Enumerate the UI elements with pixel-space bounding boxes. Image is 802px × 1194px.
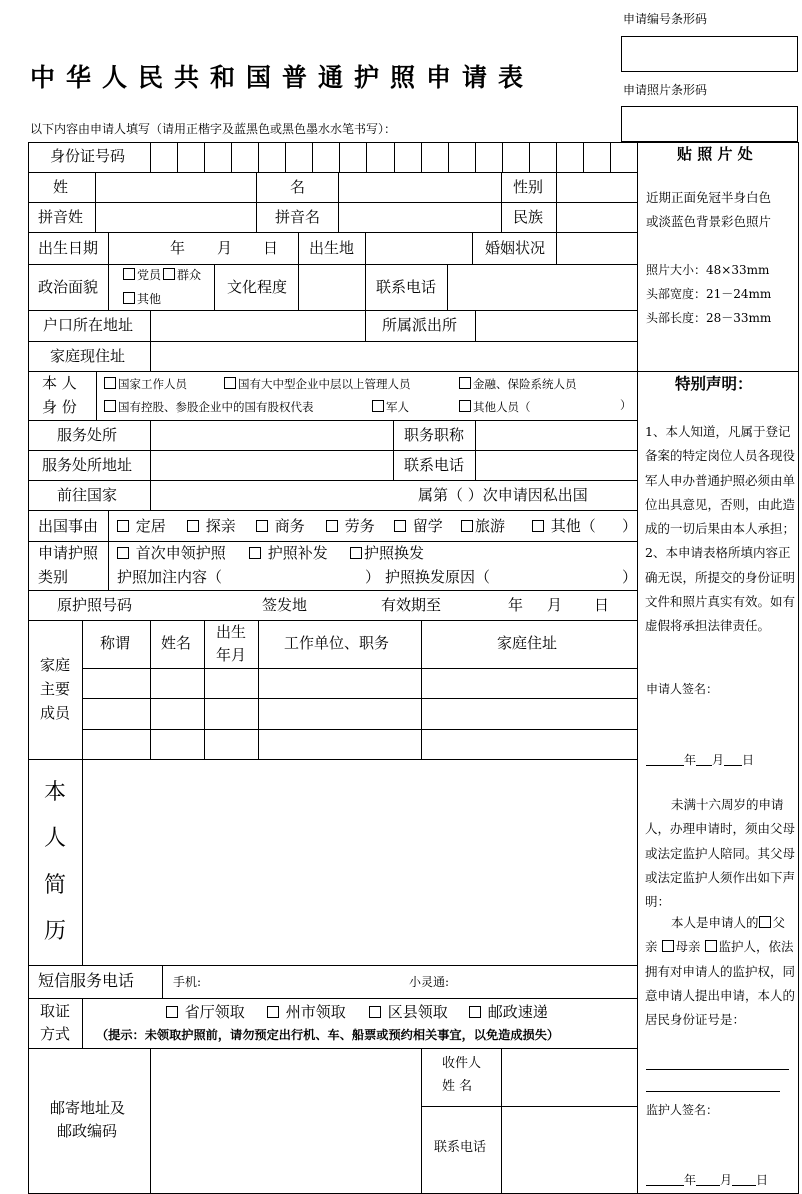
identity-opt-military[interactable]: 军人: [372, 400, 409, 414]
checkbox-icon: [532, 520, 544, 532]
education-label: 文化程度: [227, 278, 288, 296]
nth-application: 属第（ ）次申请因私出国: [418, 486, 588, 504]
pickup-opt-province[interactable]: 省厅领取: [166, 1005, 245, 1020]
phone-field[interactable]: [448, 265, 636, 309]
checkbox-icon: [104, 400, 116, 412]
workplace-label: 服务处所: [57, 426, 118, 444]
birth-year-label: 年: [170, 239, 186, 257]
guardian-sign-label: 监护人签名：: [646, 1103, 719, 1117]
workplace-address-field[interactable]: [151, 451, 393, 479]
category-opt-first[interactable]: 首次申领护照: [117, 546, 226, 561]
category-label-2: 类别: [38, 568, 69, 586]
birthplace-label: 出生地: [309, 239, 355, 257]
resume-label-1: 本: [44, 780, 67, 805]
applicant-sign-label: 申请人签名：: [646, 682, 719, 696]
pinyin-surname-field[interactable]: [96, 203, 256, 231]
head-length: 头部长度：28－33mm: [646, 311, 772, 325]
purpose-opt-settle[interactable]: 定居: [117, 519, 166, 534]
given-name-label: 名: [290, 178, 306, 196]
household-label: 户口所在地址: [43, 316, 134, 334]
issue-place-label: 签发地: [262, 596, 308, 614]
checkbox-icon: [372, 400, 384, 412]
sms-label: 短信服务电话: [38, 971, 135, 990]
pickup-tip: （提示：未领取护照前，请勿预定出行机、车、船票或预约相关事宜，以免造成损失）: [96, 1028, 560, 1042]
checkbox-icon: [469, 1006, 481, 1018]
identity-opt-finance[interactable]: 金融、保险系统人员: [459, 377, 577, 391]
workplace-field[interactable]: [151, 421, 393, 449]
purpose-close-paren: ）: [622, 517, 638, 535]
political-opt-other[interactable]: 其他: [123, 292, 161, 305]
family-col-birth-1: 出生: [216, 623, 247, 641]
political-opt-masses[interactable]: 群众: [163, 268, 201, 281]
marital-field[interactable]: [557, 233, 636, 263]
category-opt-reissue[interactable]: 护照补发: [249, 546, 328, 561]
declaration-title: 特别声明：: [675, 375, 753, 393]
mailing-label-2: 邮政编码: [57, 1122, 118, 1140]
endorsement-label: 护照加注内容（: [117, 568, 223, 586]
renewal-close-paren: ）: [622, 568, 638, 586]
checkbox-icon: [350, 547, 362, 559]
recipient-name-field[interactable]: [502, 1049, 636, 1105]
political-opt-member[interactable]: 党员: [123, 268, 161, 281]
job-title-label: 职务职称: [404, 426, 465, 444]
id-cell-divider: [177, 142, 178, 172]
checkbox-icon: [166, 1006, 178, 1018]
identity-opt-civil-servant[interactable]: 国家工作人员: [104, 377, 187, 391]
pinyin-surname-label: 拼音姓: [38, 208, 84, 226]
page-title: 中华人民共和国普通护照申请表: [30, 63, 535, 92]
id-number-label: 身份证号码: [50, 147, 126, 165]
guardian-declaration: 本人是申请人的 父亲 母亲 监护人，依法拥有对申请人的监护权，同意申请人提出申请，本人的居民身份证号是：: [645, 915, 796, 1028]
purpose-opt-visit[interactable]: 探亲: [187, 519, 236, 534]
marital-label: 婚姻状况: [485, 239, 546, 257]
declaration-text: 1、本人知道，凡属于登记备案的特定岗位人员各现役军人申办普通护照必须由单位出具意见，否则，由此造成的一切后果由本人承担；2、本申请表格所填内容正确无误，所提交的身份证明文件和照片真实有效。如有虚假将承担法律责任。: [645, 424, 796, 634]
valid-day-label: 日: [594, 596, 610, 614]
political-label: 政治面貌: [38, 278, 99, 296]
table-row[interactable]: [83, 699, 636, 728]
police-station-label: 所属派出所: [382, 316, 458, 334]
id-cell-divider: [366, 142, 367, 172]
guardian-sign-date[interactable]: 年 月 日: [646, 1172, 768, 1186]
checkbox-icon: [459, 400, 471, 412]
checkbox-icon: [459, 377, 471, 389]
pickup-label-1: 取证: [40, 1002, 71, 1020]
endorsement-close-paren: ）: [365, 568, 381, 586]
family-col-name: 姓名: [161, 634, 192, 652]
purpose-opt-travel[interactable]: 旅游: [461, 519, 505, 534]
household-field[interactable]: [151, 311, 365, 340]
category-label-1: 申请护照: [38, 544, 99, 562]
id-cell-divider: [285, 142, 286, 172]
id-cell-divider: [583, 142, 584, 172]
purpose-label: 出国事由: [38, 517, 99, 535]
identity-opt-manager[interactable]: 国有大中型企业中层以上管理人员: [224, 377, 411, 391]
barcode-app-no-label: 申请编号条形码: [623, 12, 708, 26]
id-cell-divider: [339, 142, 340, 172]
checkbox-icon: [123, 268, 135, 280]
destination-label: 前往国家: [57, 486, 118, 504]
family-col-address: 家庭住址: [497, 634, 558, 652]
id-cell-divider: [502, 142, 503, 172]
checkbox-icon: [326, 520, 338, 532]
checkbox-icon: [369, 1006, 381, 1018]
checkbox-icon[interactable]: [705, 940, 717, 952]
photo-title: 贴 照 片 处: [677, 145, 753, 163]
id-cell-divider: [610, 142, 611, 172]
identity-label-2: 身 份: [42, 398, 77, 416]
checkbox-icon: [117, 520, 129, 532]
table-row[interactable]: [83, 669, 636, 697]
recipient-label-2: 姓 名: [442, 1079, 473, 1094]
fill-instruction: 以下内容由申请人填写（请用正楷字及蓝黑色或黑色墨水水笔书写）：: [30, 122, 397, 136]
checkbox-icon: [256, 520, 268, 532]
photo-desc-2: 或淡蓝色背景彩色照片: [646, 214, 772, 229]
pickup-opt-city[interactable]: 州市领取: [267, 1005, 346, 1020]
birth-date-label: 出生日期: [38, 239, 99, 257]
recipient-phone-label: 联系电话: [434, 1140, 487, 1155]
resume-label-4: 历: [44, 919, 67, 944]
renewal-reason-label: 护照换发原因（: [385, 568, 491, 586]
photo-size: 照片大小：48×33mm: [646, 263, 770, 277]
checkbox-icon: [117, 547, 129, 559]
checkbox-icon: [249, 547, 261, 559]
identity-label-1: 本 人: [42, 374, 77, 392]
checkbox-icon: [123, 292, 135, 304]
pickup-opt-county[interactable]: 区县领取: [369, 1005, 448, 1020]
id-cell-divider: [475, 142, 476, 172]
valid-month-label: 月: [547, 596, 563, 614]
surname-field[interactable]: [96, 173, 256, 201]
minor-note: 未满十六周岁的申请人，办理申请时，须由父母或法定监护人陪同。其父母或法定监护人须作出如下声明：: [645, 797, 796, 910]
job-title-field[interactable]: [476, 421, 636, 449]
gender-label: 性别: [513, 178, 544, 196]
resume-label-3: 简: [44, 873, 67, 898]
pinyin-given-name-label: 拼音名: [275, 208, 321, 226]
resume-label-2: 人: [44, 826, 67, 851]
id-cell-divider: [231, 142, 232, 172]
checkbox-icon: [461, 520, 473, 532]
family-col-work: 工作单位、职务: [284, 634, 390, 652]
workplace-address-label: 服务处所地址: [42, 456, 133, 474]
police-station-field[interactable]: [476, 311, 636, 340]
checkbox-icon: [187, 520, 199, 532]
id-cell-divider: [556, 142, 557, 172]
birth-month-label: 月: [217, 239, 233, 257]
birth-day-label: 日: [263, 239, 279, 257]
mobile-label: 手机:: [173, 975, 202, 989]
id-cell-divider: [529, 142, 530, 172]
id-cell-divider: [204, 142, 205, 172]
id-cell-divider: [312, 142, 313, 172]
destination-field[interactable]: [151, 481, 401, 509]
ethnicity-field[interactable]: [557, 203, 636, 231]
birthplace-field[interactable]: [366, 233, 472, 263]
valid-year-label: 年: [508, 596, 524, 614]
family-label-1: 家庭: [40, 656, 71, 674]
guardian-id-line-2[interactable]: [646, 1091, 780, 1092]
applicant-sign-date[interactable]: 年 月 日: [646, 752, 754, 766]
work-phone-field[interactable]: [476, 451, 636, 479]
home-address-label: 家庭现住址: [50, 347, 126, 365]
barcode-photo-label: 申请照片条形码: [623, 83, 708, 97]
family-label-2: 主要: [40, 680, 71, 698]
recipient-phone-field[interactable]: [502, 1107, 636, 1193]
education-field[interactable]: [299, 265, 365, 309]
id-cell-divider: [394, 142, 395, 172]
identity-close-paren: ）: [620, 398, 632, 412]
checkbox-icon[interactable]: [759, 916, 771, 928]
checkbox-icon[interactable]: [662, 940, 674, 952]
barcode-photo-box: [621, 106, 798, 142]
checkbox-icon: [394, 520, 406, 532]
ethnicity-label: 民族: [513, 208, 544, 226]
pinyin-given-name-field[interactable]: [339, 203, 501, 231]
purpose-opt-study[interactable]: 留学: [394, 519, 443, 534]
recipient-label-1: 收件人: [442, 1056, 482, 1071]
purpose-opt-labor[interactable]: 劳务: [326, 519, 375, 534]
phs-field[interactable]: [460, 968, 630, 994]
category-opt-renew[interactable]: 护照换发: [350, 546, 424, 561]
table-row[interactable]: [83, 730, 636, 758]
pickup-label-2: 方式: [40, 1025, 71, 1043]
head-width: 头部宽度：21－24mm: [646, 287, 772, 301]
valid-until-label: 有效期至: [381, 596, 442, 614]
checkbox-icon: [104, 377, 116, 389]
checkbox-icon: [163, 268, 175, 280]
resume-field[interactable]: [83, 760, 636, 964]
identity-opt-state-equity[interactable]: 国有控股、参股企业中的国有股权代表: [104, 400, 314, 414]
mailing-label-1: 邮寄地址及: [50, 1099, 126, 1117]
old-passport-label: 原护照号码: [57, 596, 133, 614]
checkbox-icon: [267, 1006, 279, 1018]
phone-label: 联系电话: [376, 278, 437, 296]
gender-field[interactable]: [557, 173, 636, 201]
checkbox-icon: [224, 377, 236, 389]
mailing-address-field[interactable]: [151, 1049, 421, 1193]
photo-area: [638, 143, 798, 370]
mobile-field[interactable]: [210, 968, 400, 994]
family-label-3: 成员: [40, 704, 71, 722]
purpose-opt-business[interactable]: 商务: [256, 519, 305, 534]
purpose-opt-other[interactable]: 其他（: [532, 519, 596, 534]
identity-opt-other[interactable]: 其他人员（: [459, 400, 531, 414]
home-address-field[interactable]: [151, 342, 636, 370]
surname-label: 姓: [53, 178, 69, 196]
id-cell-divider: [448, 142, 449, 172]
family-col-relation: 称谓: [100, 634, 131, 652]
pickup-opt-post[interactable]: 邮政速递: [469, 1005, 548, 1020]
id-cell-divider: [258, 142, 259, 172]
given-name-field[interactable]: [339, 173, 501, 201]
family-col-birth-2: 年月: [216, 646, 247, 664]
barcode-app-no-box: [621, 36, 798, 72]
id-cell-divider: [421, 142, 422, 172]
work-phone-label: 联系电话: [404, 456, 465, 474]
side-separator: [637, 371, 799, 372]
phs-label: 小灵通:: [409, 975, 450, 989]
guardian-id-line-1[interactable]: [646, 1069, 789, 1070]
photo-desc-1: 近期正面免冠半身白色: [646, 190, 772, 205]
